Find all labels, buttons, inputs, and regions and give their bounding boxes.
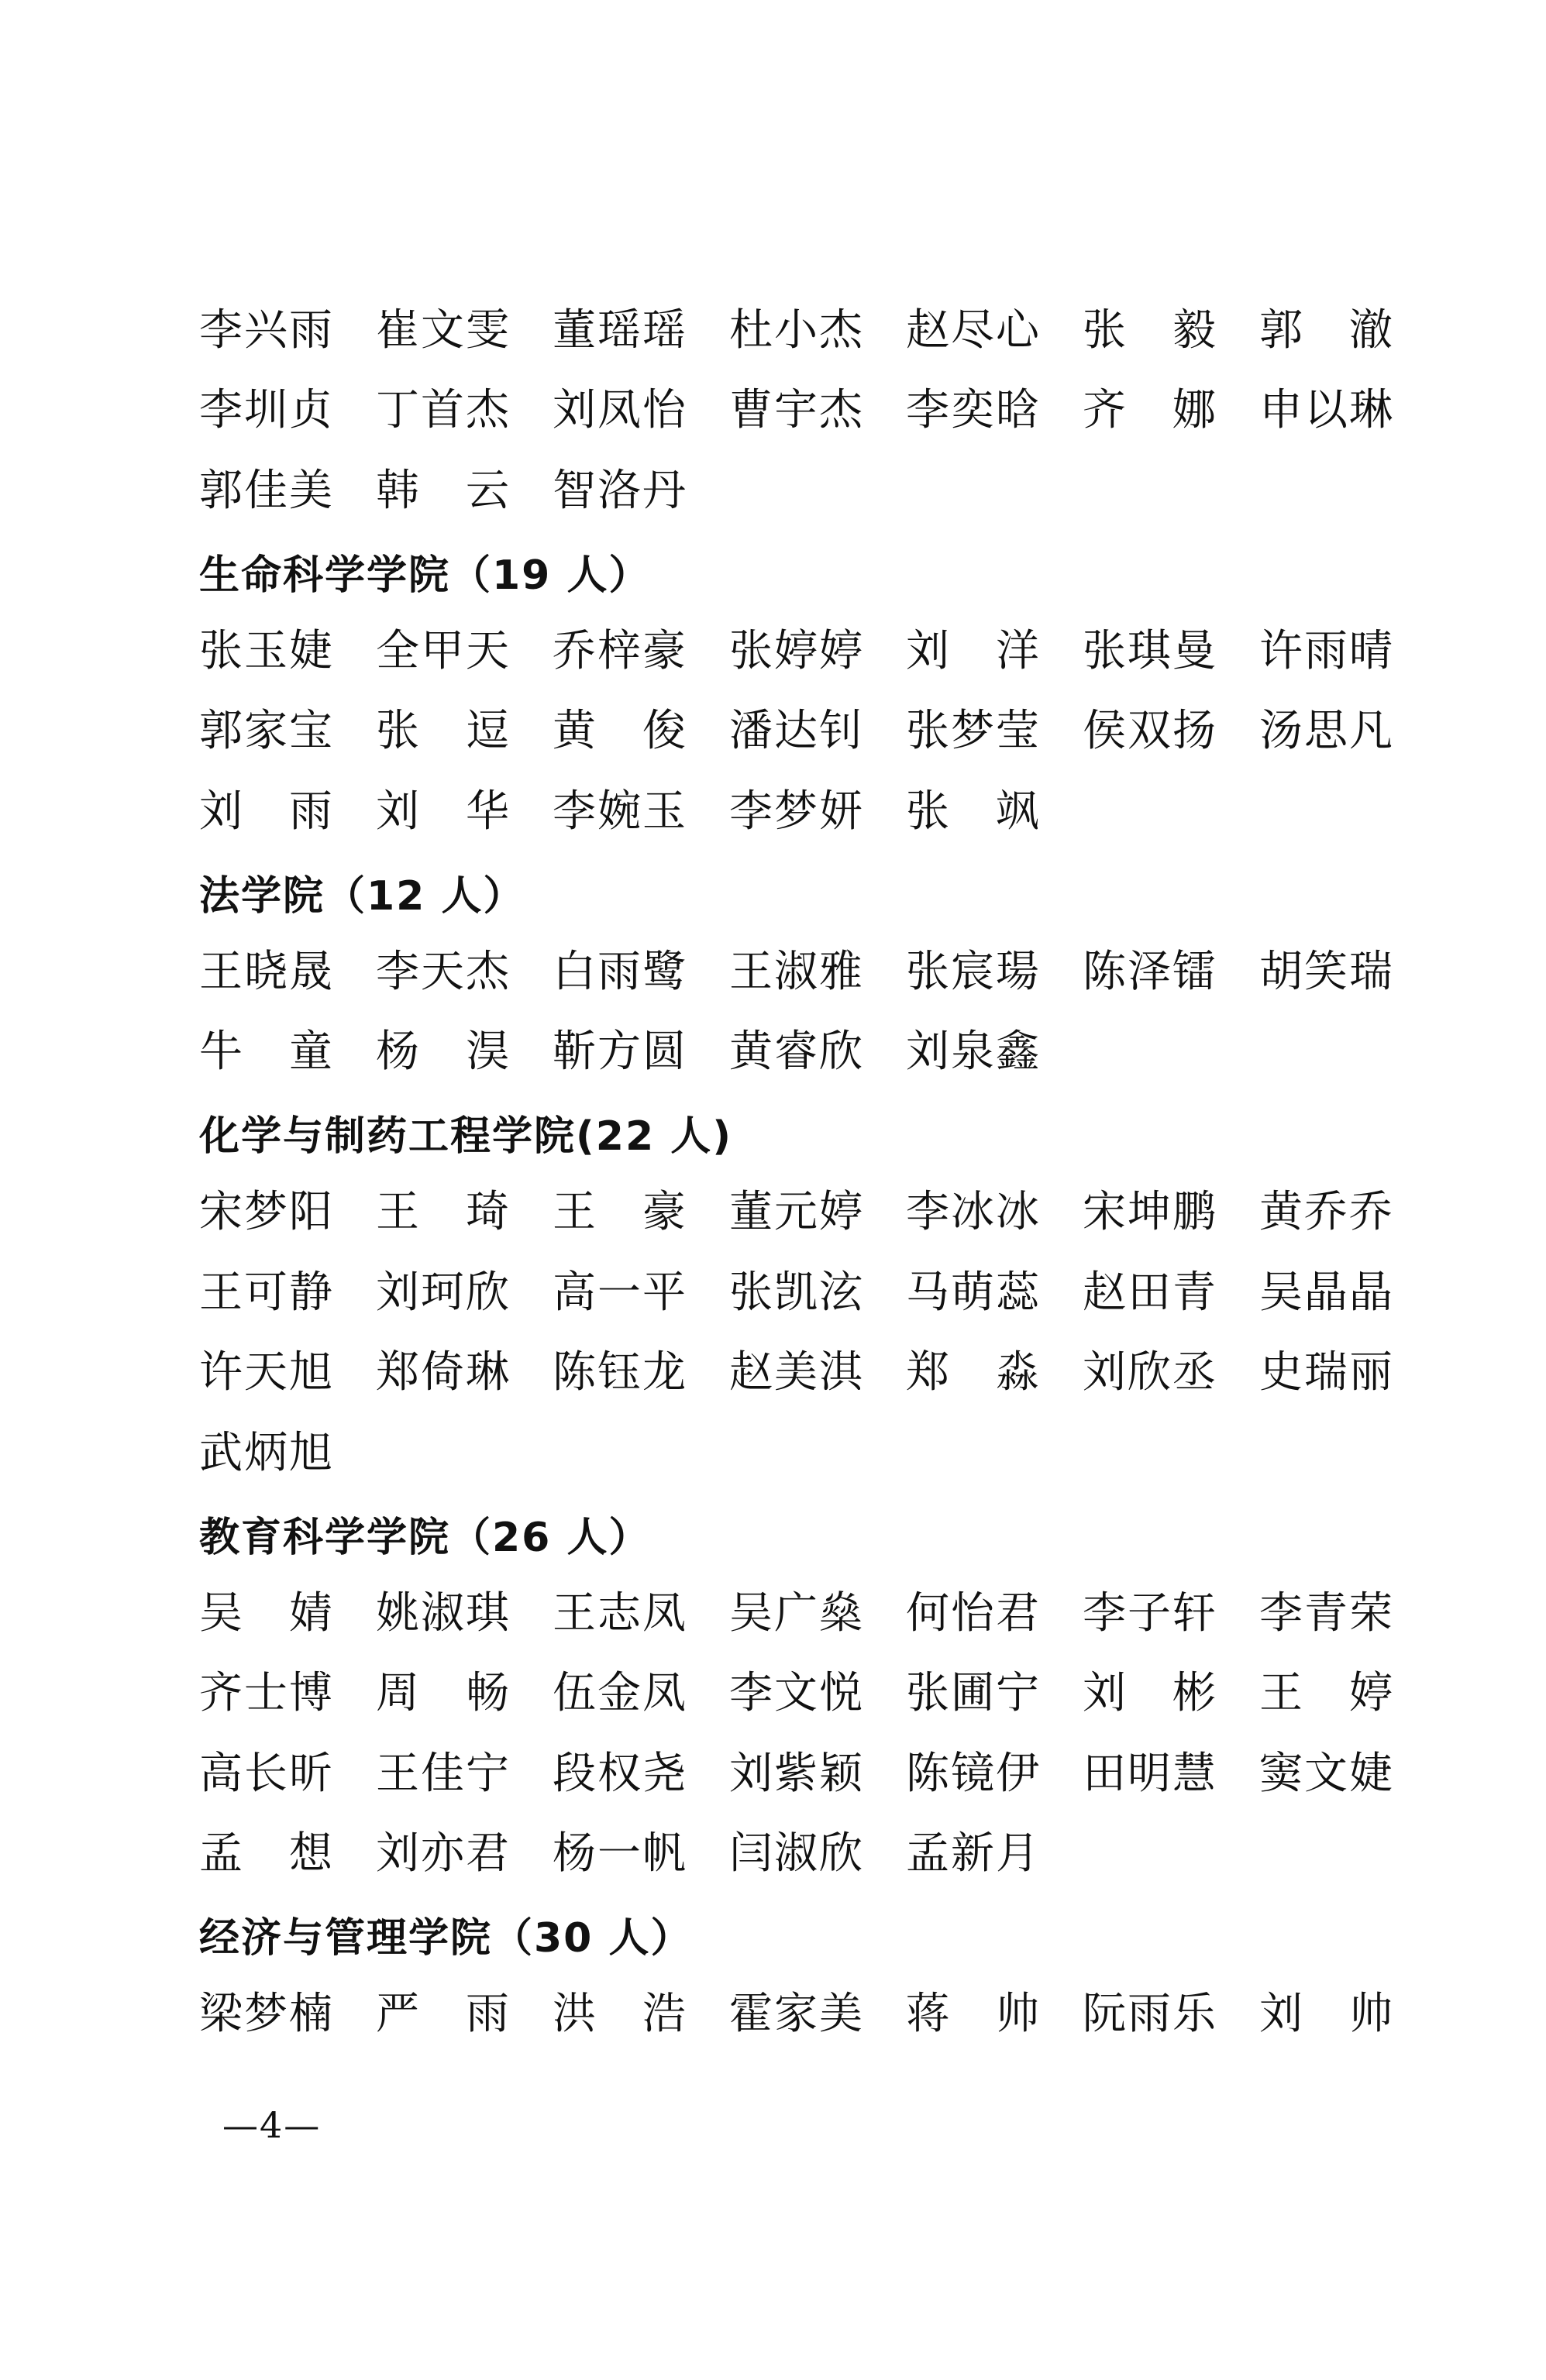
student-name: 郭 佳 美 xyxy=(199,465,332,516)
name-row xyxy=(199,291,1393,371)
student-name: 郑 淼 xyxy=(906,1347,1039,1398)
student-name: 刘 凤 怡 xyxy=(553,385,686,436)
student-name: 张 逗 xyxy=(376,706,509,757)
student-name: 吴 广 燊 xyxy=(729,1587,863,1639)
student-name: 牛 童 xyxy=(199,1027,332,1078)
name-row xyxy=(199,611,1393,692)
student-name: 侯 双 扬 xyxy=(1083,706,1216,757)
student-name: 胡 笑 瑞 xyxy=(1259,946,1393,997)
college-heading: 化学与制药工程学院(22 人) xyxy=(199,1113,732,1161)
student-name: 王 淑 雅 xyxy=(729,946,863,997)
student-name: 张 凯 泫 xyxy=(729,1267,863,1318)
student-name: 田 明 慧 xyxy=(1083,1748,1216,1799)
student-name: 赵 田 青 xyxy=(1083,1267,1216,1318)
college-section xyxy=(199,1092,1393,1494)
student-name: 窦 文 婕 xyxy=(1259,1748,1393,1799)
college-heading: 经济与管理学院（30 人） xyxy=(199,1915,693,1962)
student-name: 霍 家 美 xyxy=(729,1989,863,2040)
student-name: 王 琦 xyxy=(376,1187,509,1238)
student-name: 黄 睿 欣 xyxy=(729,1027,863,1078)
page-number: —4— xyxy=(222,2104,322,2146)
name-row xyxy=(199,692,1393,772)
student-name: 蒋 帅 xyxy=(906,1989,1039,2040)
student-name: 李 奕 晗 xyxy=(906,385,1039,436)
student-name: 王 晓 晟 xyxy=(199,946,332,997)
student-name: 李 婉 玉 xyxy=(553,786,686,837)
student-name: 刘 紫 颖 xyxy=(729,1748,863,1799)
student-name: 曹 宇 杰 xyxy=(729,385,863,436)
student-name: 靳 方 圆 xyxy=(553,1027,686,1078)
student-name: 史 瑞 丽 xyxy=(1259,1347,1393,1398)
student-name: 段 权 尧 xyxy=(553,1748,686,1799)
student-name: 陈 镜 伊 xyxy=(906,1748,1039,1799)
student-name: 张 宸 瑒 xyxy=(906,946,1039,997)
name-row xyxy=(199,932,1393,1013)
student-name: 郭 家 宝 xyxy=(199,706,332,757)
student-name: 高 一 平 xyxy=(553,1267,686,1318)
student-name: 李 冰 冰 xyxy=(906,1187,1039,1238)
student-name: 李 天 杰 xyxy=(376,946,509,997)
student-name: 王 志 凤 xyxy=(553,1587,686,1639)
student-name: 刘 欣 丞 xyxy=(1083,1347,1216,1398)
student-name: 杨 一 帆 xyxy=(553,1828,686,1880)
student-name: 黄 俊 xyxy=(553,706,686,757)
student-name: 李 文 悦 xyxy=(729,1668,863,1719)
name-row xyxy=(199,1573,1393,1654)
student-name: 闫 淑 欣 xyxy=(729,1828,863,1880)
student-name: 周 畅 xyxy=(376,1668,509,1719)
student-name: 严 雨 xyxy=(376,1989,509,2040)
student-name: 李 青 荣 xyxy=(1259,1587,1393,1639)
student-name: 刘 帅 xyxy=(1259,1989,1393,2040)
name-row xyxy=(199,1734,1393,1814)
student-name: 梁 梦 楠 xyxy=(199,1989,332,2040)
student-name: 姚 淑 琪 xyxy=(376,1587,509,1639)
student-name: 张 琪 曼 xyxy=(1083,625,1216,676)
student-name: 洪 浩 xyxy=(553,1989,686,2040)
college-section xyxy=(199,531,1393,852)
student-name: 全 甲 天 xyxy=(376,625,509,676)
name-row xyxy=(199,1253,1393,1333)
student-name: 孟 想 xyxy=(199,1828,332,1880)
student-name: 宋 坤 鹏 xyxy=(1083,1187,1216,1238)
name-row xyxy=(199,1814,1393,1895)
student-name: 王 豪 xyxy=(553,1187,686,1238)
name-row xyxy=(199,1975,1393,2055)
college-section xyxy=(199,291,1393,531)
student-name: 张 圃 宁 xyxy=(906,1668,1039,1719)
name-row xyxy=(199,1333,1393,1414)
student-name: 孟 新 月 xyxy=(906,1828,1039,1880)
student-name: 刘 泉 鑫 xyxy=(906,1027,1039,1078)
student-name: 张 梦 莹 xyxy=(906,706,1039,757)
student-name: 陈 钰 龙 xyxy=(553,1347,686,1398)
student-name: 齐 士 博 xyxy=(199,1668,332,1719)
student-name: 马 萌 蕊 xyxy=(906,1267,1039,1318)
student-name: 伍 金 凤 xyxy=(553,1668,686,1719)
name-row xyxy=(199,772,1393,852)
name-row xyxy=(199,1173,1393,1254)
student-name: 刘 彬 xyxy=(1083,1668,1216,1719)
college-section xyxy=(199,1894,1393,2055)
student-name: 许 天 旭 xyxy=(199,1347,332,1398)
student-name: 李 梦 妍 xyxy=(729,786,863,837)
student-name: 张 毅 xyxy=(1083,304,1216,356)
student-name: 吴 晶 晶 xyxy=(1259,1267,1393,1318)
student-name: 吴 婧 xyxy=(199,1587,332,1639)
student-name: 李 圳 贞 xyxy=(199,385,332,436)
name-row xyxy=(199,1013,1393,1093)
college-heading: 教育科学学院（26 人） xyxy=(199,1514,651,1561)
student-name: 赵 尽 心 xyxy=(906,304,1039,356)
student-name: 申 以 琳 xyxy=(1259,385,1393,436)
name-row xyxy=(199,371,1393,452)
student-name: 杜 小 杰 xyxy=(729,304,863,356)
student-name: 王 婷 xyxy=(1259,1668,1393,1719)
name-row xyxy=(199,451,1393,531)
student-name: 丁 首 杰 xyxy=(376,385,509,436)
student-name: 王 可 静 xyxy=(199,1267,332,1318)
student-name: 董 元 婷 xyxy=(729,1187,863,1238)
student-name: 李 兴 雨 xyxy=(199,304,332,356)
student-name: 黄 乔 乔 xyxy=(1259,1187,1393,1238)
student-name: 赵 美 淇 xyxy=(729,1347,863,1398)
student-name: 张 玉 婕 xyxy=(199,625,332,676)
student-name: 白 雨 鹭 xyxy=(553,946,686,997)
student-name: 张 飒 xyxy=(906,786,1039,837)
college-heading: 生命科学学院（19 人） xyxy=(199,552,651,599)
student-name: 董 瑶 瑶 xyxy=(553,304,686,356)
student-name: 阮 雨 乐 xyxy=(1083,1989,1216,2040)
student-name: 高 长 昕 xyxy=(199,1748,332,1799)
name-row xyxy=(199,1413,1393,1494)
student-name: 刘 雨 xyxy=(199,786,332,837)
student-name: 宋 梦 阳 xyxy=(199,1187,332,1238)
student-name: 刘 珂 欣 xyxy=(376,1267,509,1318)
college-section xyxy=(199,852,1393,1093)
college-section xyxy=(199,1494,1393,1895)
student-name: 王 佳 宁 xyxy=(376,1748,509,1799)
student-name: 李 子 轩 xyxy=(1083,1587,1216,1639)
student-name: 武 炳 旭 xyxy=(199,1427,332,1478)
student-name: 智 洛 丹 xyxy=(553,465,686,516)
student-name: 崔 文 雯 xyxy=(376,304,509,356)
college-heading: 法学院（12 人） xyxy=(199,872,525,920)
name-row xyxy=(199,1654,1393,1735)
student-name: 陈 泽 镭 xyxy=(1083,946,1216,997)
student-name: 乔 梓 豪 xyxy=(553,625,686,676)
student-name: 何 怡 君 xyxy=(906,1587,1039,1639)
student-name: 郭 澈 xyxy=(1259,304,1393,356)
student-name: 郑 倚 琳 xyxy=(376,1347,509,1398)
student-name: 刘 亦 君 xyxy=(376,1828,509,1880)
student-name: 张 婷 婷 xyxy=(729,625,863,676)
student-name: 许 雨 晴 xyxy=(1259,625,1393,676)
student-name: 潘 达 钊 xyxy=(729,706,863,757)
student-name: 刘 华 xyxy=(376,786,509,837)
student-name: 齐 娜 xyxy=(1083,385,1216,436)
student-name: 刘 洋 xyxy=(906,625,1039,676)
name-list-document xyxy=(199,291,1393,2055)
student-name: 韩 云 xyxy=(376,465,509,516)
student-name: 汤 思 凡 xyxy=(1259,706,1393,757)
student-name: 杨 淏 xyxy=(376,1027,509,1078)
